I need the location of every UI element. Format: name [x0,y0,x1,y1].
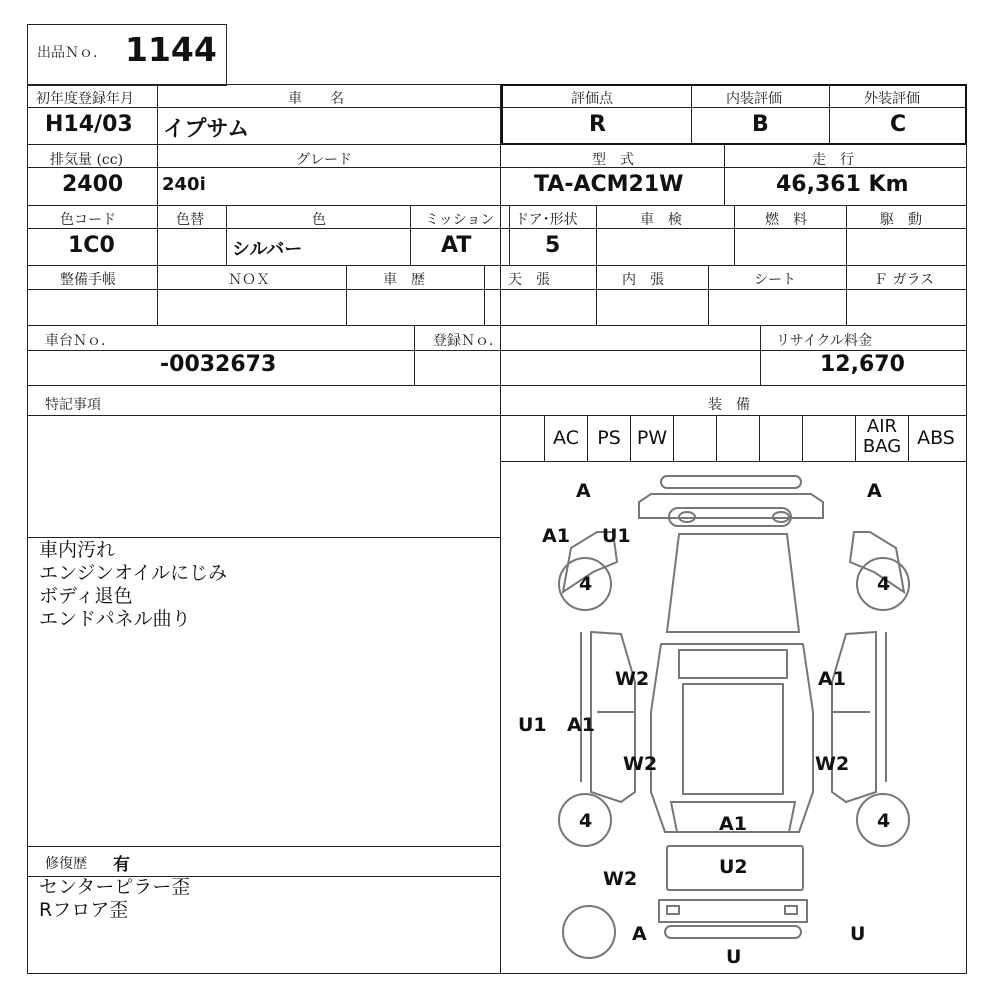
inspection-label: 車 検 [640,212,682,228]
mileage-value: 46,361 Km [776,172,909,197]
notes-list [39,539,227,631]
color-code-label: 色コード [60,212,116,228]
note-line: エンドパネル曲り [39,608,191,630]
damage-mark: W2 [603,868,638,890]
car-name-label: 車 名 [288,91,344,107]
grade-value: 240i [162,174,206,195]
repair-list [39,876,190,922]
color-value: シルバー [232,239,303,260]
fuel-label: 燃 料 [765,212,807,228]
damage-mark: U2 [719,856,748,878]
color-label: 色 [312,212,326,228]
nox-label: ＮＯＸ [228,272,270,288]
grade-label: グレード [296,152,352,168]
damage-mark: A [632,923,647,945]
damage-mark: A [576,480,591,502]
maint-label: 整備手帳 [60,272,116,288]
first-reg-value: H14/03 [45,112,133,137]
note-line: 車内汚れ [39,539,116,561]
repair-value: 有 [113,855,130,875]
car-name-value: イプサム [163,117,250,142]
interior-label: 内装評価 [726,91,782,107]
recycle-value: 12,670 [820,352,905,377]
damage-mark: W2 [815,753,850,775]
damage-mark: U1 [602,525,631,547]
score-value: R [589,112,606,137]
note-line: ボディ退色 [39,585,133,607]
repair-line: センターピラー歪 [39,876,191,898]
damage-mark: W2 [623,753,658,775]
repaint-label: 色替 [176,212,204,228]
damage-mark: U1 [518,714,547,736]
equip-airbag: AIR BAG [862,416,902,457]
notes-label: 特記事項 [45,397,101,413]
damage-mark: A1 [542,525,570,547]
damage-mark: A1 [719,813,747,835]
equip-ps: PS [597,427,621,449]
exterior-label: 外装評価 [864,91,920,107]
chassis-label: 車台Ｎｏ． [45,333,115,349]
damage-mark: A1 [818,668,846,690]
seat-label: シート [754,272,796,288]
interior-trim-label: 内 張 [622,272,664,288]
model-value: TA-ACM21W [534,172,684,197]
repair-line: Rフロア歪 [39,899,129,921]
door-value: 5 [545,233,561,258]
equip-ac: AC [553,427,579,449]
damage-mark: 4 [579,810,593,832]
mission-label: ミッション [425,212,495,228]
damage-mark: 4 [877,573,891,595]
note-line: エンジンオイルにじみ [39,562,228,584]
mileage-label: 走 行 [812,152,854,168]
repair-label: 修復歴 [45,856,87,872]
sunroof-label: 天 張 [508,272,550,288]
interior-value: B [752,112,769,137]
color-code-value: 1C0 [68,233,115,258]
recycle-label: リサイクル料金 [776,333,873,349]
drive-label: 駆 動 [880,212,922,228]
fglass-label: Ｆ ガラス [874,272,935,288]
lot-number: 1144 [125,30,217,69]
chassis-value: -0032673 [160,352,277,377]
equipment-label: 装 備 [708,397,750,413]
mission-value: AT [441,233,472,258]
damage-mark: W2 [615,668,650,690]
displacement-value: 2400 [62,172,124,197]
regno-label: 登録Ｎｏ． [433,333,503,349]
damage-mark: 4 [877,810,891,832]
history-label: 車 歴 [383,272,425,288]
first-reg-label: 初年度登録年月 [36,91,134,107]
model-label: 型 式 [592,152,634,168]
damage-mark: A [867,480,882,502]
equip-abs: ABS [917,427,955,449]
damage-mark: 4 [579,573,593,595]
door-label: ドア･形状 [515,212,578,228]
equip-pw: PW [636,427,668,449]
exterior-value: C [890,112,907,137]
lot-label: 出品Ｎｏ． [37,45,107,61]
score-label: 評価点 [571,91,613,107]
displacement-label: 排気量 (cc) [50,152,124,168]
damage-mark: U [726,946,742,968]
damage-mark: U [850,923,866,945]
damage-mark: A1 [567,714,595,736]
